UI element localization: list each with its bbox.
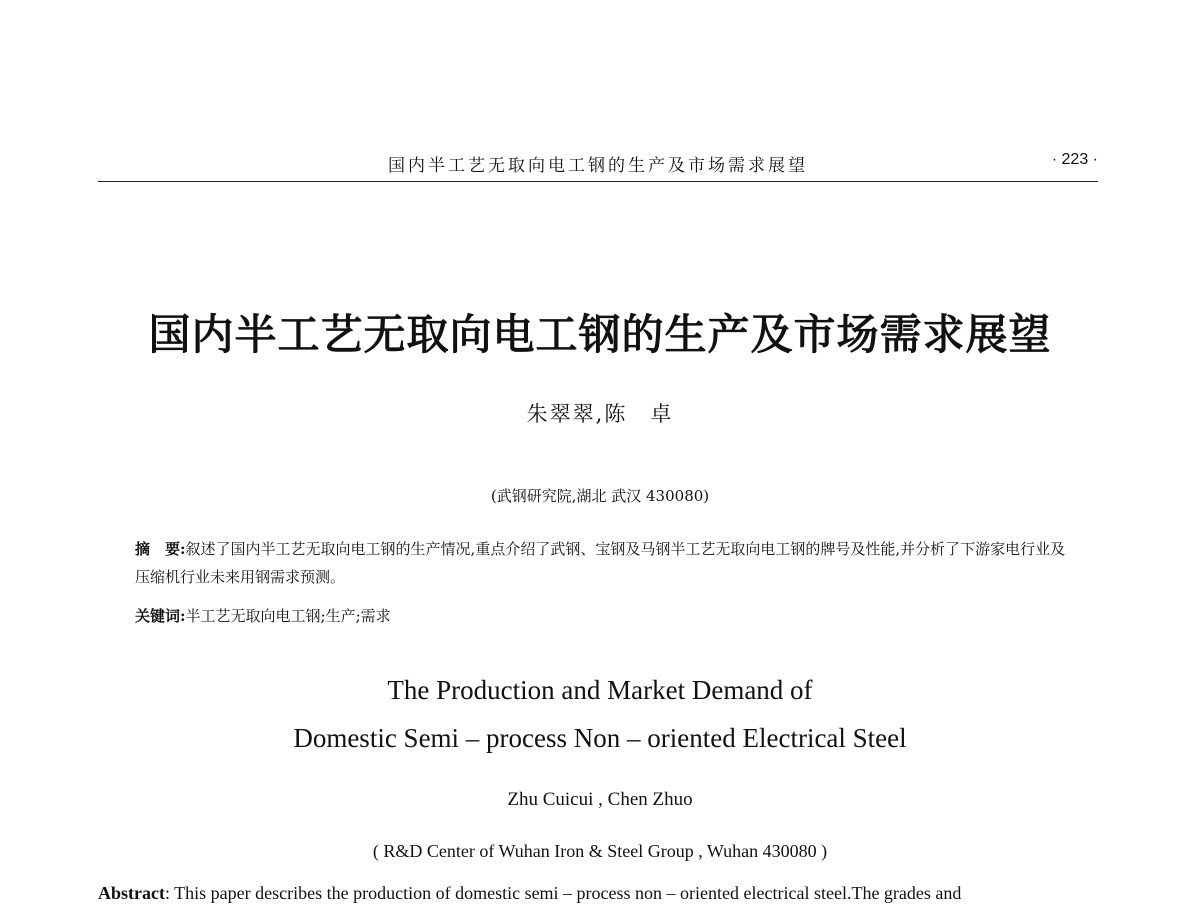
page-number: · 223 · (1051, 151, 1098, 168)
abstract-english-text: : This paper describes the production of domestic semi – process non – oriented electrical steel.The grades and (164, 883, 962, 903)
running-header (98, 148, 1098, 176)
keywords-label: 关键词: (135, 607, 186, 625)
affiliation-chinese: (武钢研究院,湖北 武汉 430080) (490, 487, 710, 505)
keywords-chinese (135, 605, 1070, 626)
authors-chinese: 朱翠翠,陈 卓 (526, 402, 674, 426)
running-header-title: 国内半工艺无取向电工钢的生产及市场需求展望 (388, 156, 808, 176)
keywords-text: 半工艺无取向电工钢;生产;需求 (185, 607, 391, 625)
authors-english: Zhu Cuicui , Chen Zhuo (507, 789, 693, 810)
english-title-line-2: Domestic Semi – process Non – oriented Electrical Steel (293, 723, 907, 753)
paper-title: 国内半工艺无取向电工钢的生产及市场需求展望 (148, 310, 1052, 359)
abstract-text: 叙述了国内半工艺无取向电工钢的生产情况,重点介绍了武钢、宝钢及马钢半工艺无取向电工钢的牌号及性能,并分析了下游家电行业及压缩机行业未来用钢需求预测。 (135, 540, 1066, 586)
header-divider (98, 181, 1098, 182)
abstract-chinese (135, 535, 1070, 591)
abstract-label: 摘 要: (135, 540, 186, 558)
affiliation-english: ( R&D Center of Wuhan Iron & Steel Group , Wuhan 430080 ) (372, 841, 828, 861)
english-title-line-1: The Production and Market Demand of (387, 675, 813, 705)
abstract-english (98, 883, 1098, 904)
abstract-english-label: Abstract (98, 883, 165, 903)
